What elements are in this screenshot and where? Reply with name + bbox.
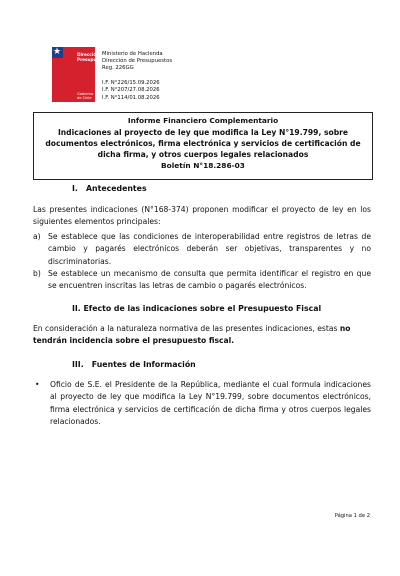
title-line-3: dicha firma, y otros cuerpos legales relacionados bbox=[97, 150, 309, 159]
logo-blue-field bbox=[52, 47, 63, 58]
logo-line-1: Dirección de bbox=[77, 52, 107, 57]
reference-1: I.F. N°226/15.09.2026 bbox=[102, 80, 160, 86]
title-box bbox=[33, 112, 373, 180]
page-number: Página 1 de 2 bbox=[334, 513, 370, 519]
logo-footer: Gobierno de Chile bbox=[77, 92, 94, 100]
bullet-icon: • bbox=[35, 380, 40, 389]
section-1-intro: Las presentes indicaciones (N°168-374) proponen modificar el proyecto de ley en los siguientes elementos principales: bbox=[33, 205, 371, 227]
list-marker: b) bbox=[33, 269, 41, 278]
report-title bbox=[34, 127, 372, 160]
section-2-normal-text: En consideración a la naturaleza normativa de las presentes indicaciones, estas bbox=[33, 324, 340, 333]
report-references bbox=[102, 80, 160, 102]
bulletin-number: Boletín N°18.286-03 bbox=[161, 161, 245, 170]
list-item bbox=[33, 379, 371, 428]
list-item bbox=[33, 231, 371, 268]
list-item bbox=[33, 268, 371, 293]
section-2-bold-text: no tendrán incidencia sobre el presupuesto fiscal. bbox=[33, 324, 351, 346]
logo-line-2: Presupuestos bbox=[77, 57, 110, 62]
ministry-name: Ministerio de Hacienda bbox=[102, 51, 163, 57]
section-1-heading: I. Antecedentes bbox=[72, 184, 147, 193]
list-marker: a) bbox=[33, 232, 41, 241]
section-2-heading: II. Efecto de las indicaciones sobre el Presupuesto Fiscal bbox=[72, 304, 322, 313]
section-3-heading: III. Fuentes de Información bbox=[72, 360, 196, 369]
star-icon: ★ bbox=[53, 47, 62, 57]
ministry-header bbox=[102, 51, 172, 72]
logo-red-strip bbox=[52, 58, 63, 102]
list-text: Oficio de S.E. el Presidente de la República, mediante el cual formula indicaciones al proyecto de ley que modifica la Ley N°19.799, sobre documentos electrónicos, firma electrónica y servicios de certificación de dicha firma y otros cuerpos legales relacionados. bbox=[50, 380, 371, 426]
title-line-2: documentos electrónicos, firma electrónica y servicios de certificación de bbox=[45, 139, 361, 148]
directorate-name: Dirección de Presupuestos bbox=[102, 58, 173, 64]
list-text: Se establece que las condiciones de interoperabilidad entre registros de letras de cambio y pagarés electrónicos deberán ser objetivas, transparentes y no discriminatorias. bbox=[48, 232, 371, 266]
reference-3: I.F. N°114/01.08.2026 bbox=[102, 94, 160, 101]
report-type: Informe Financiero Complementario bbox=[127, 116, 279, 125]
dipres-logo bbox=[52, 47, 110, 102]
list-text: Se establece un mecanismo de consulta que permita identificar el registro en que se encuentren inscritas las letras de cambio o pagarés electrónicos. bbox=[48, 269, 371, 291]
title-line-1: Indicaciones al proyecto de ley que modifica la Ley N°19.799, sobre bbox=[57, 128, 349, 137]
section-2-text bbox=[33, 323, 371, 348]
registry-number: Reg. 226GG bbox=[102, 65, 134, 71]
logo-red-field bbox=[63, 47, 110, 102]
reference-2: I.F. N°207/27.08.2026 bbox=[102, 87, 160, 94]
